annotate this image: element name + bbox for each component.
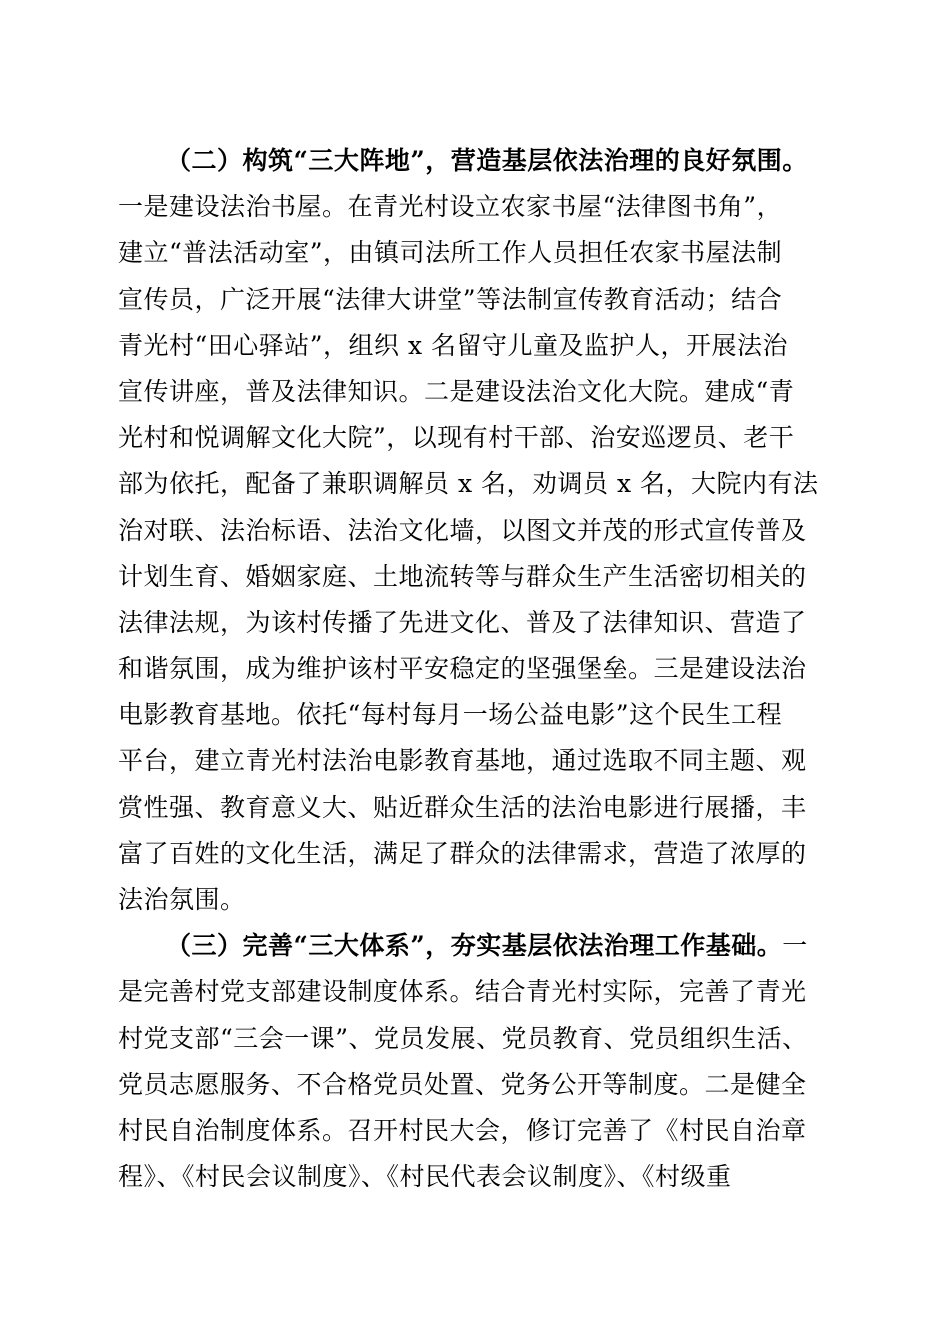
paragraph-line: 党员志愿服务、不合格党员处置、党务公开等制度。二是健全	[118, 1069, 807, 1099]
section-3-heading: （三）完善“三大体系”，夯实基层依法治理工作基础。	[166, 931, 783, 961]
paragraph-line: 村民自治制度体系。召开村民大会，修订完善了《村民自治章	[118, 1115, 807, 1145]
paragraph-line: 是完善村党支部建设制度体系。结合青光村实际，完善了青光	[118, 977, 807, 1007]
paragraph-line: 和谐氛围，成为维护该村平安稳定的坚强堡垒。三是建设法治	[118, 654, 807, 684]
paragraph-line: 部为依托，配备了兼职调解员 x 名，劝调员 x 名，大院内有法	[118, 469, 819, 499]
section-3-heading-line	[118, 923, 838, 969]
paragraph-line: 宣传员，广泛开展“法律大讲堂”等法制宣传教育活动；结合	[118, 284, 783, 314]
section-3-heading-tail: 一	[782, 931, 808, 961]
paragraph-line: 光村和悦调解文化大院”，以现有村干部、治安巡逻员、老干	[118, 423, 795, 453]
paragraph-line: 平台，建立青光村法治电影教育基地，通过选取不同主题、观	[118, 746, 807, 776]
paragraph-line: 计划生育、婚姻家庭、土地流转等与群众生产生活密切相关的	[118, 561, 807, 591]
paragraph-line: 赏性强、教育意义大、贴近群众生活的法治电影进行展播，丰	[118, 792, 807, 822]
body-text	[118, 138, 838, 1200]
paragraph-line: 电影教育基地。依托“每村每月一场公益电影”这个民生工程	[118, 700, 783, 730]
paragraph-line: 宣传讲座，普及法律知识。二是建设法治文化大院。建成“青	[118, 376, 795, 406]
paragraph-line: 富了百姓的文化生活，满足了群众的法律需求，营造了浓厚的	[118, 838, 807, 868]
paragraph-line: 青光村“田心驿站”，组织 x 名留守儿童及监护人，开展法治	[118, 330, 789, 360]
paragraph-line: 法治氛围。	[118, 885, 246, 914]
paragraph-line: 程》、《村民会议制度》、《村民代表会议制度》、《村级重	[118, 1162, 732, 1192]
paragraph-line: 建立“普法活动室”，由镇司法所工作人员担任农家书屋法制	[118, 238, 783, 268]
paragraph-line: 治对联、法治标语、法治文化墙，以图文并茂的形式宣传普及	[118, 515, 807, 545]
section-2-heading: （二）构筑“三大阵地”，营造基层依法治理的良好氛围。	[166, 146, 808, 175]
paragraph-line: 一是建设法治书屋。在青光村设立农家书屋“法律图书角”，	[118, 192, 783, 222]
paragraph-line: 村党支部“三会一课”、党员发展、党员教育、党员组织生活、	[118, 1023, 808, 1053]
paragraph-line: 法律法规，为该村传播了先进文化、普及了法律知识、营造了	[118, 607, 807, 637]
